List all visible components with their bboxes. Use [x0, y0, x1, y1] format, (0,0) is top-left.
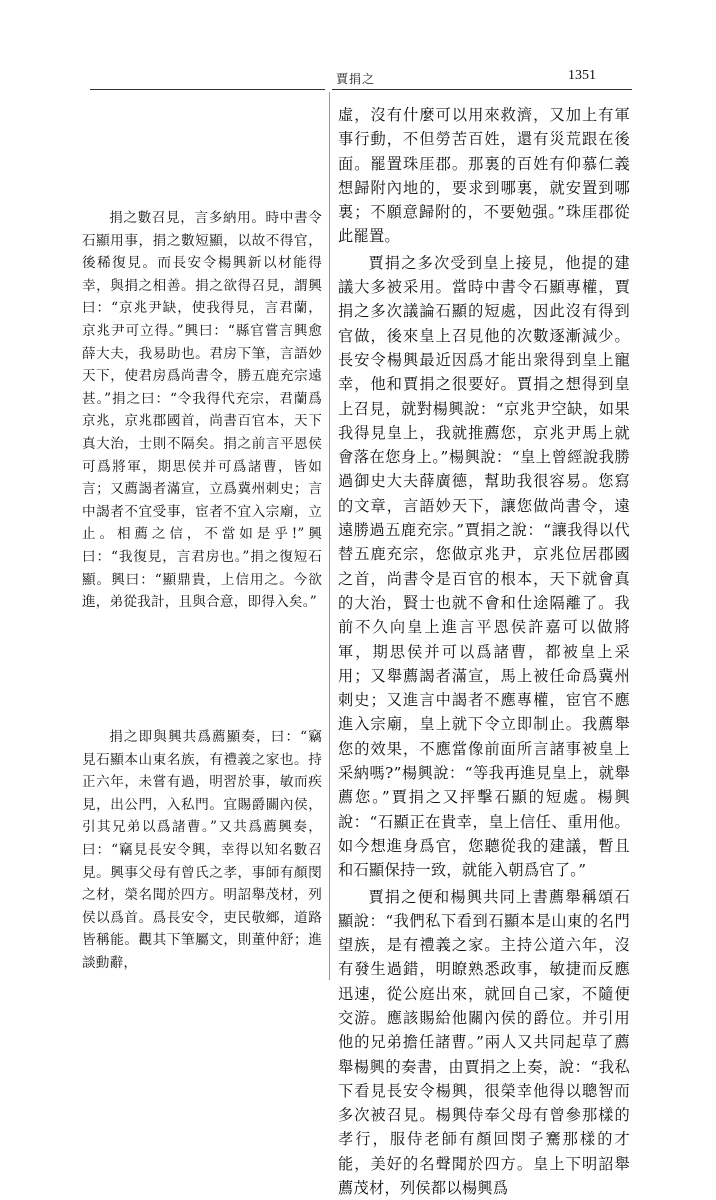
header-rule-left	[90, 89, 325, 90]
running-title: 賈捐之	[336, 70, 375, 87]
original-paragraph-2: 捐之即與興共爲薦顯奏，曰：“竊見石顯本山東名族，有禮義之家也。持正六年，未嘗有過，明習於事，敏而疾見，出公門，入私門。宜賜爵關內侯，引其兄弟以爲諸曹。”又共爲薦興奏，曰：“竊見長安令興，幸得以知名數召見。興事父母有曾氏之孝，事師有顏閔之材，榮名聞於四方。明詔舉茂材，列侯以爲首。爲長安令，吏民敬鄉，道路皆稱能。觀其下筆屬文，則董仲舒；進談動辭，	[82, 726, 322, 975]
translation-paragraph-2: 賈捐之多次受到皇上接見，他提的建議大多被采用。當時中書令石顯專權，賈捐之多次議論石顯的短處，因此沒有得到官做，後來皇上召見他的次數逐漸減少。長安令楊興最近因爲才能出衆得到皇上寵幸，他和賈捐之很要好。賈捐之想得到皇上召見，就對楊興說：“京兆尹空缺，如果我得見皇上，我就推薦您，京兆尹馬上就會落在您身上。”楊興說：“皇上曾經說我勝過御史大夫薛廣德，幫助我很容易。您寫的文章，言語妙天下，讓您做尚書令，遠遠勝過五鹿充宗。”賈捐之說：“讓我得以代替五鹿充宗，您做京兆尹，京兆位居郡國之首，尚書令是百官的根本，天下就會真的大治，賢士也就不會和仕途隔離了。我前不久向皇上進言平恩侯許嘉可以做將軍，期思侯并可以爲諸曹，都被皇上采用；又舉薦謁者滿宣，馬上被任命爲冀州刺史；又進言中謁者不應專權，宦官不應進入宗廟，皇上就下令立即制止。我薦舉您的效果，不應當像前面所言諸事被皇上采納嗎?”楊興說：“等我再進見皇上，就舉薦您。”賈捐之又抨擊石顯的短處。楊興說：“石顯正在貴幸，皇上信任、重用他。如今想進身爲官，您聽從我的建議，暫且和石顯保持一致，就能入朝爲官了。”	[338, 251, 630, 883]
header-rule-right	[332, 89, 632, 90]
page-number: 1351	[568, 68, 596, 84]
column-divider	[329, 92, 330, 980]
original-text-block-1	[82, 207, 322, 614]
original-paragraph-1: 捐之數召見，言多納用。時中書令石顯用事，捐之數短顯，以故不得官，後稀復見。而長安令楊興新以材能得幸，與捐之相善。捐之欲得召見，謂興曰：“京兆尹缺，使我得見，言君蘭，京兆尹可立得。”興曰：“縣官嘗言興愈薛大夫，我易助也。君房下筆，言語妙天下，使君房爲尚書令，勝五鹿充宗遠甚。”捐之曰：“令我得代充宗，君蘭爲京兆，京兆郡國首，尚書百官本，天下真大治，士則不隔矣。捐之前言平恩侯可爲將軍，期思侯并可爲諸曹，皆如言；又薦謁者滿宣，立爲冀州刺史；言中謁者不宜受事，宦者不宜入宗廟，立止。相薦之信，不當如是乎!”興曰：“我復見，言君房也。”捐之復短石顯。興曰：“顯鼎貴，上信用之。今欲進，弟從我計，且與合意，即得入矣。”	[82, 207, 322, 614]
translation-column	[338, 103, 630, 1200]
translation-paragraph-1: 虛，沒有什麼可以用來救濟，又加上有軍事行動，不但勞苦百姓，還有災荒跟在後面。罷置珠厓郡。那裏的百姓有仰慕仁義想歸附內地的，要求到哪裏，就安置到哪裏；不願意歸附的，不要勉强。”珠厓郡從此罷置。	[338, 103, 630, 249]
original-text-block-2	[82, 726, 322, 975]
translation-paragraph-3: 賈捐之便和楊興共同上書薦舉稱頌石顯說：“我們私下看到石顯本是山東的名門望族，是有禮義之家。主持公道六年，沒有發生過錯，明瞭熟悉政事，敏捷而反應迅速，從公庭出來，就回自己家，不隨便交游。應該賜給他關內侯的爵位。并引用他的兄弟擔任諸曹。”兩人又共同起草了薦舉楊興的奏書，由賈捐之上奏，說：“我私下看見長安令楊興，很榮幸他得以聰智而多次被召見。楊興侍奉父母有曾參那樣的孝行，服侍老師有顏回閔子騫那樣的才能，美好的名聲聞於四方。皇上下明詔舉薦茂材，列侯都以楊興爲	[338, 885, 630, 1200]
